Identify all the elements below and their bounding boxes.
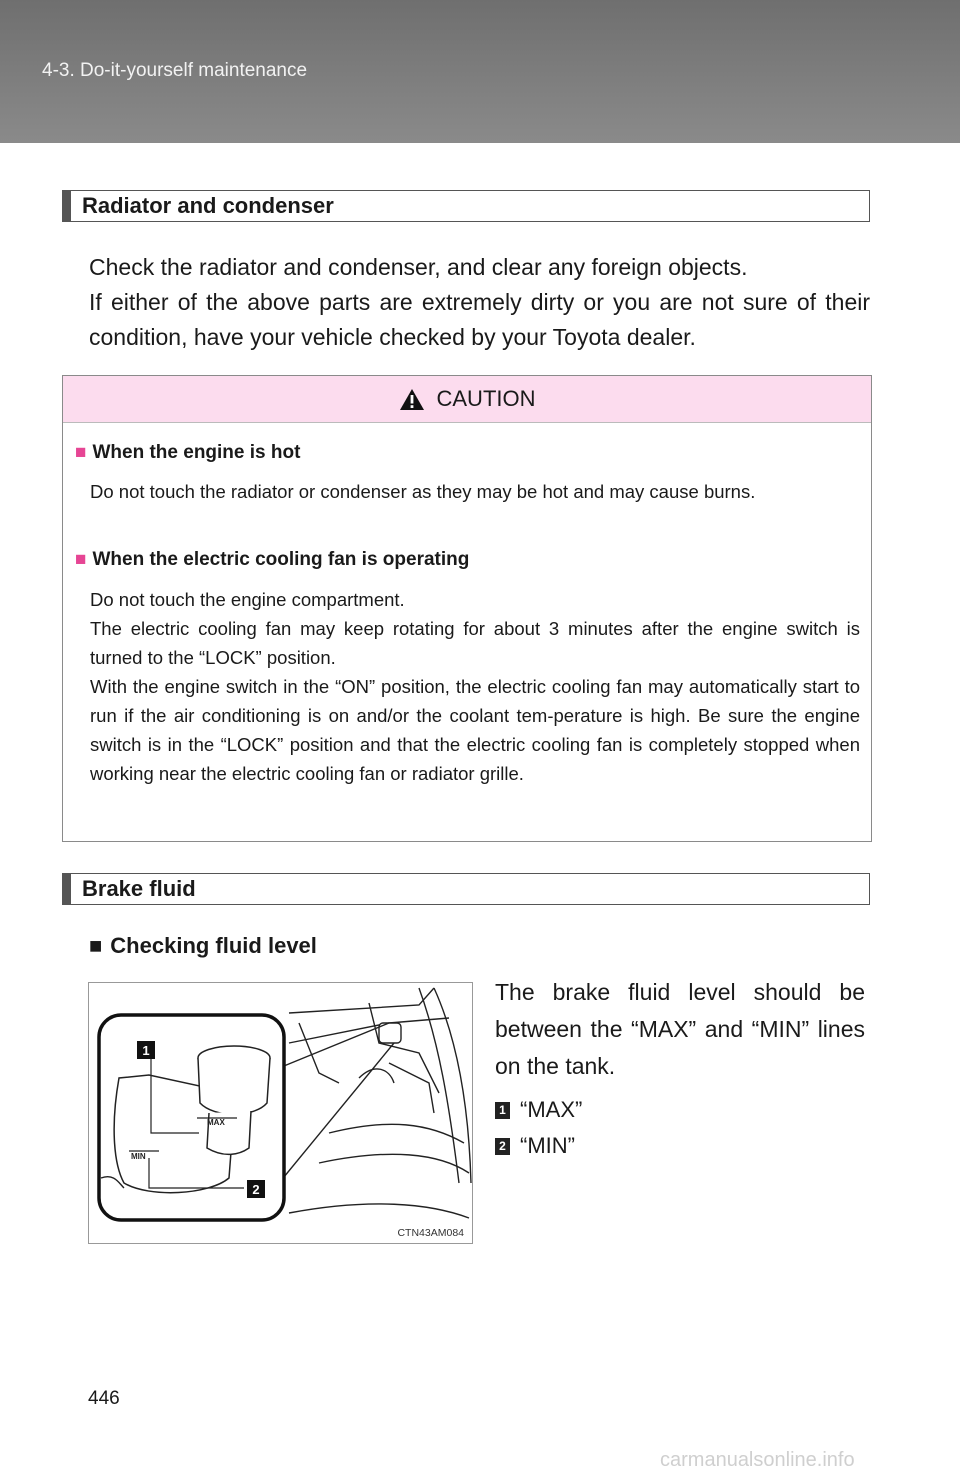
callout-badge-2: 2: [252, 1182, 260, 1197]
brake-description: The brake fluid level should be between the “MAX” and “MIN” lines on the tank.: [495, 979, 865, 1079]
min-mark: MIN: [131, 1152, 146, 1161]
caution-box: [62, 375, 872, 842]
bullet-square-icon: ■: [89, 933, 103, 958]
callout-number-icon: 2: [495, 1138, 510, 1155]
caution-item-text: Do not touch the radiator or condenser as they may be hot and may cause burns.: [90, 481, 756, 502]
caution-header: [63, 376, 871, 423]
radiator-section-title: Radiator and condenser: [62, 190, 870, 222]
figure-code: CTN43AM084: [397, 1227, 464, 1239]
radiator-line-2: If either of the above parts are extremely dirty or you are not sure of their condition, have your vehicle checked by your Toyota dealer.: [89, 289, 870, 350]
callout-label: “MAX”: [520, 1097, 583, 1122]
page-header: [0, 0, 960, 143]
max-mark: MAX: [207, 1118, 225, 1127]
caution-item-text: Do not touch the engine compartment.: [90, 589, 405, 610]
warning-triangle-icon: [399, 388, 425, 411]
caution-item-cooling-fan: [75, 549, 469, 571]
caution-label: CAUTION: [436, 386, 536, 411]
caution-item-title: When the electric cooling fan is operating: [92, 549, 470, 570]
caution-item-text: With the engine switch in the “ON” position, the electric cooling fan may automatically start to run if the air conditioning is on and/or the coolant tem-perature is high. Be sure the engine switch is in the “LOCK” position and that the electric cooling fan is completely stopped when working near the electric cooling fan or radiator grille.: [90, 676, 860, 784]
radiator-line-1: Check the radiator and condenser, and clear any foreign objects.: [89, 254, 748, 280]
subheading-text: Checking fluid level: [110, 933, 317, 958]
brake-reservoir-illustration: [89, 983, 474, 1245]
section-title: 4-3. Do-it-yourself maintenance: [42, 60, 308, 81]
callout-label: “MIN”: [520, 1133, 575, 1158]
brake-section-title: Brake fluid: [62, 873, 870, 905]
callout-badge-1: 1: [142, 1043, 150, 1058]
caution-item-hot-engine: [75, 442, 300, 464]
checking-fluid-heading: [89, 933, 317, 959]
callout-min: [495, 1133, 575, 1159]
callout-max: [495, 1097, 582, 1123]
bullet-square-icon: ■: [75, 549, 87, 570]
bullet-square-icon: ■: [75, 442, 87, 463]
callout-number-icon: 1: [495, 1102, 510, 1119]
caution-item-title: When the engine is hot: [92, 442, 301, 463]
caution-item-text: The electric cooling fan may keep rotating for about 3 minutes after the engine switch is turned to the “LOCK” position.: [90, 618, 860, 668]
page-number: 446: [88, 1388, 120, 1409]
brake-fluid-figure: [88, 982, 473, 1244]
watermark: carmanualsonline.info: [660, 1449, 855, 1471]
